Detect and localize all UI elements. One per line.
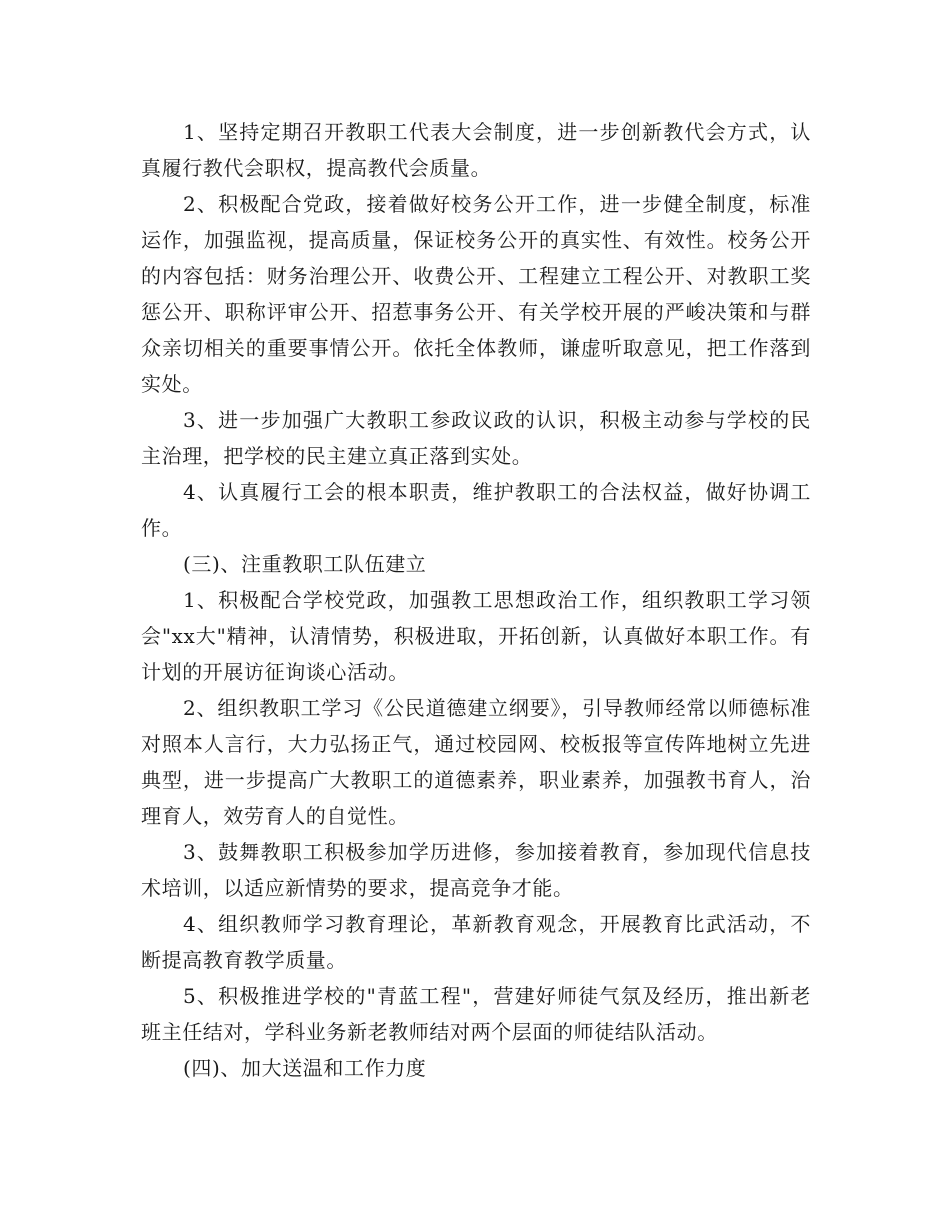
document-body [141, 114, 811, 1086]
section-heading-3: (三)、注重教职工队伍建立 [183, 552, 427, 576]
paragraph-3: 3、进一步加强广大教职工参政议政的认识，积极主动参与学校的民主治理，把学校的民主建立真正落到实处。 [141, 408, 811, 468]
paragraph-1: 1、坚持定期召开教职工代表大会制度，进一步创新教代会方式，认真履行教代会职权，提高教代会质量。 [141, 120, 811, 180]
paragraph-2: 2、积极配合党政，接着做好校务公开工作，进一步健全制度，标准运作，加强监视，提高质量，保证校务公开的真实性、有效性。校务公开的内容包括：财务治理公开、收费公开、工程建立工程公开、对教职工奖惩公开、职称评审公开、招惹事务公开、有关学校开展的严峻决策和与群众亲切相关的重要事情公开。依托全体教师，谦虚听取意见，把工作落到实处。 [141, 192, 811, 396]
paragraph-8: 4、组织教师学习教育理论，革新教育观念，开展教育比武活动，不断提高教育教学质量。 [141, 912, 811, 972]
paragraph-9: 5、积极推进学校的"青蓝工程"，营建好师徒气氛及经历，推出新老班主任结对，学科业务新老教师结对两个层面的师徒结队活动。 [141, 984, 811, 1044]
section-heading-4: (四)、加大送温和工作力度 [183, 1056, 427, 1080]
paragraph-7: 3、鼓舞教职工积极参加学历进修，参加接着教育，参加现代信息技术培训，以适应新情势的要求，提高竞争才能。 [141, 840, 811, 900]
paragraph-5: 1、积极配合学校党政，加强教工思想政治工作，组织教职工学习领会"xx大"精神，认清情势，积极进取，开拓创新，认真做好本职工作。有计划的开展访征询谈心活动。 [141, 588, 811, 684]
paragraph-4: 4、认真履行工会的根本职责，维护教职工的合法权益，做好协调工作。 [141, 480, 811, 540]
paragraph-6: 2、组织教职工学习《公民道德建立纲要》，引导教师经常以师德标准对照本人言行，大力弘扬正气，通过校园网、校板报等宣传阵地树立先进典型，进一步提高广大教职工的道德素养，职业素养，加强教书育人，治理育人，效劳育人的自觉性。 [141, 696, 811, 828]
